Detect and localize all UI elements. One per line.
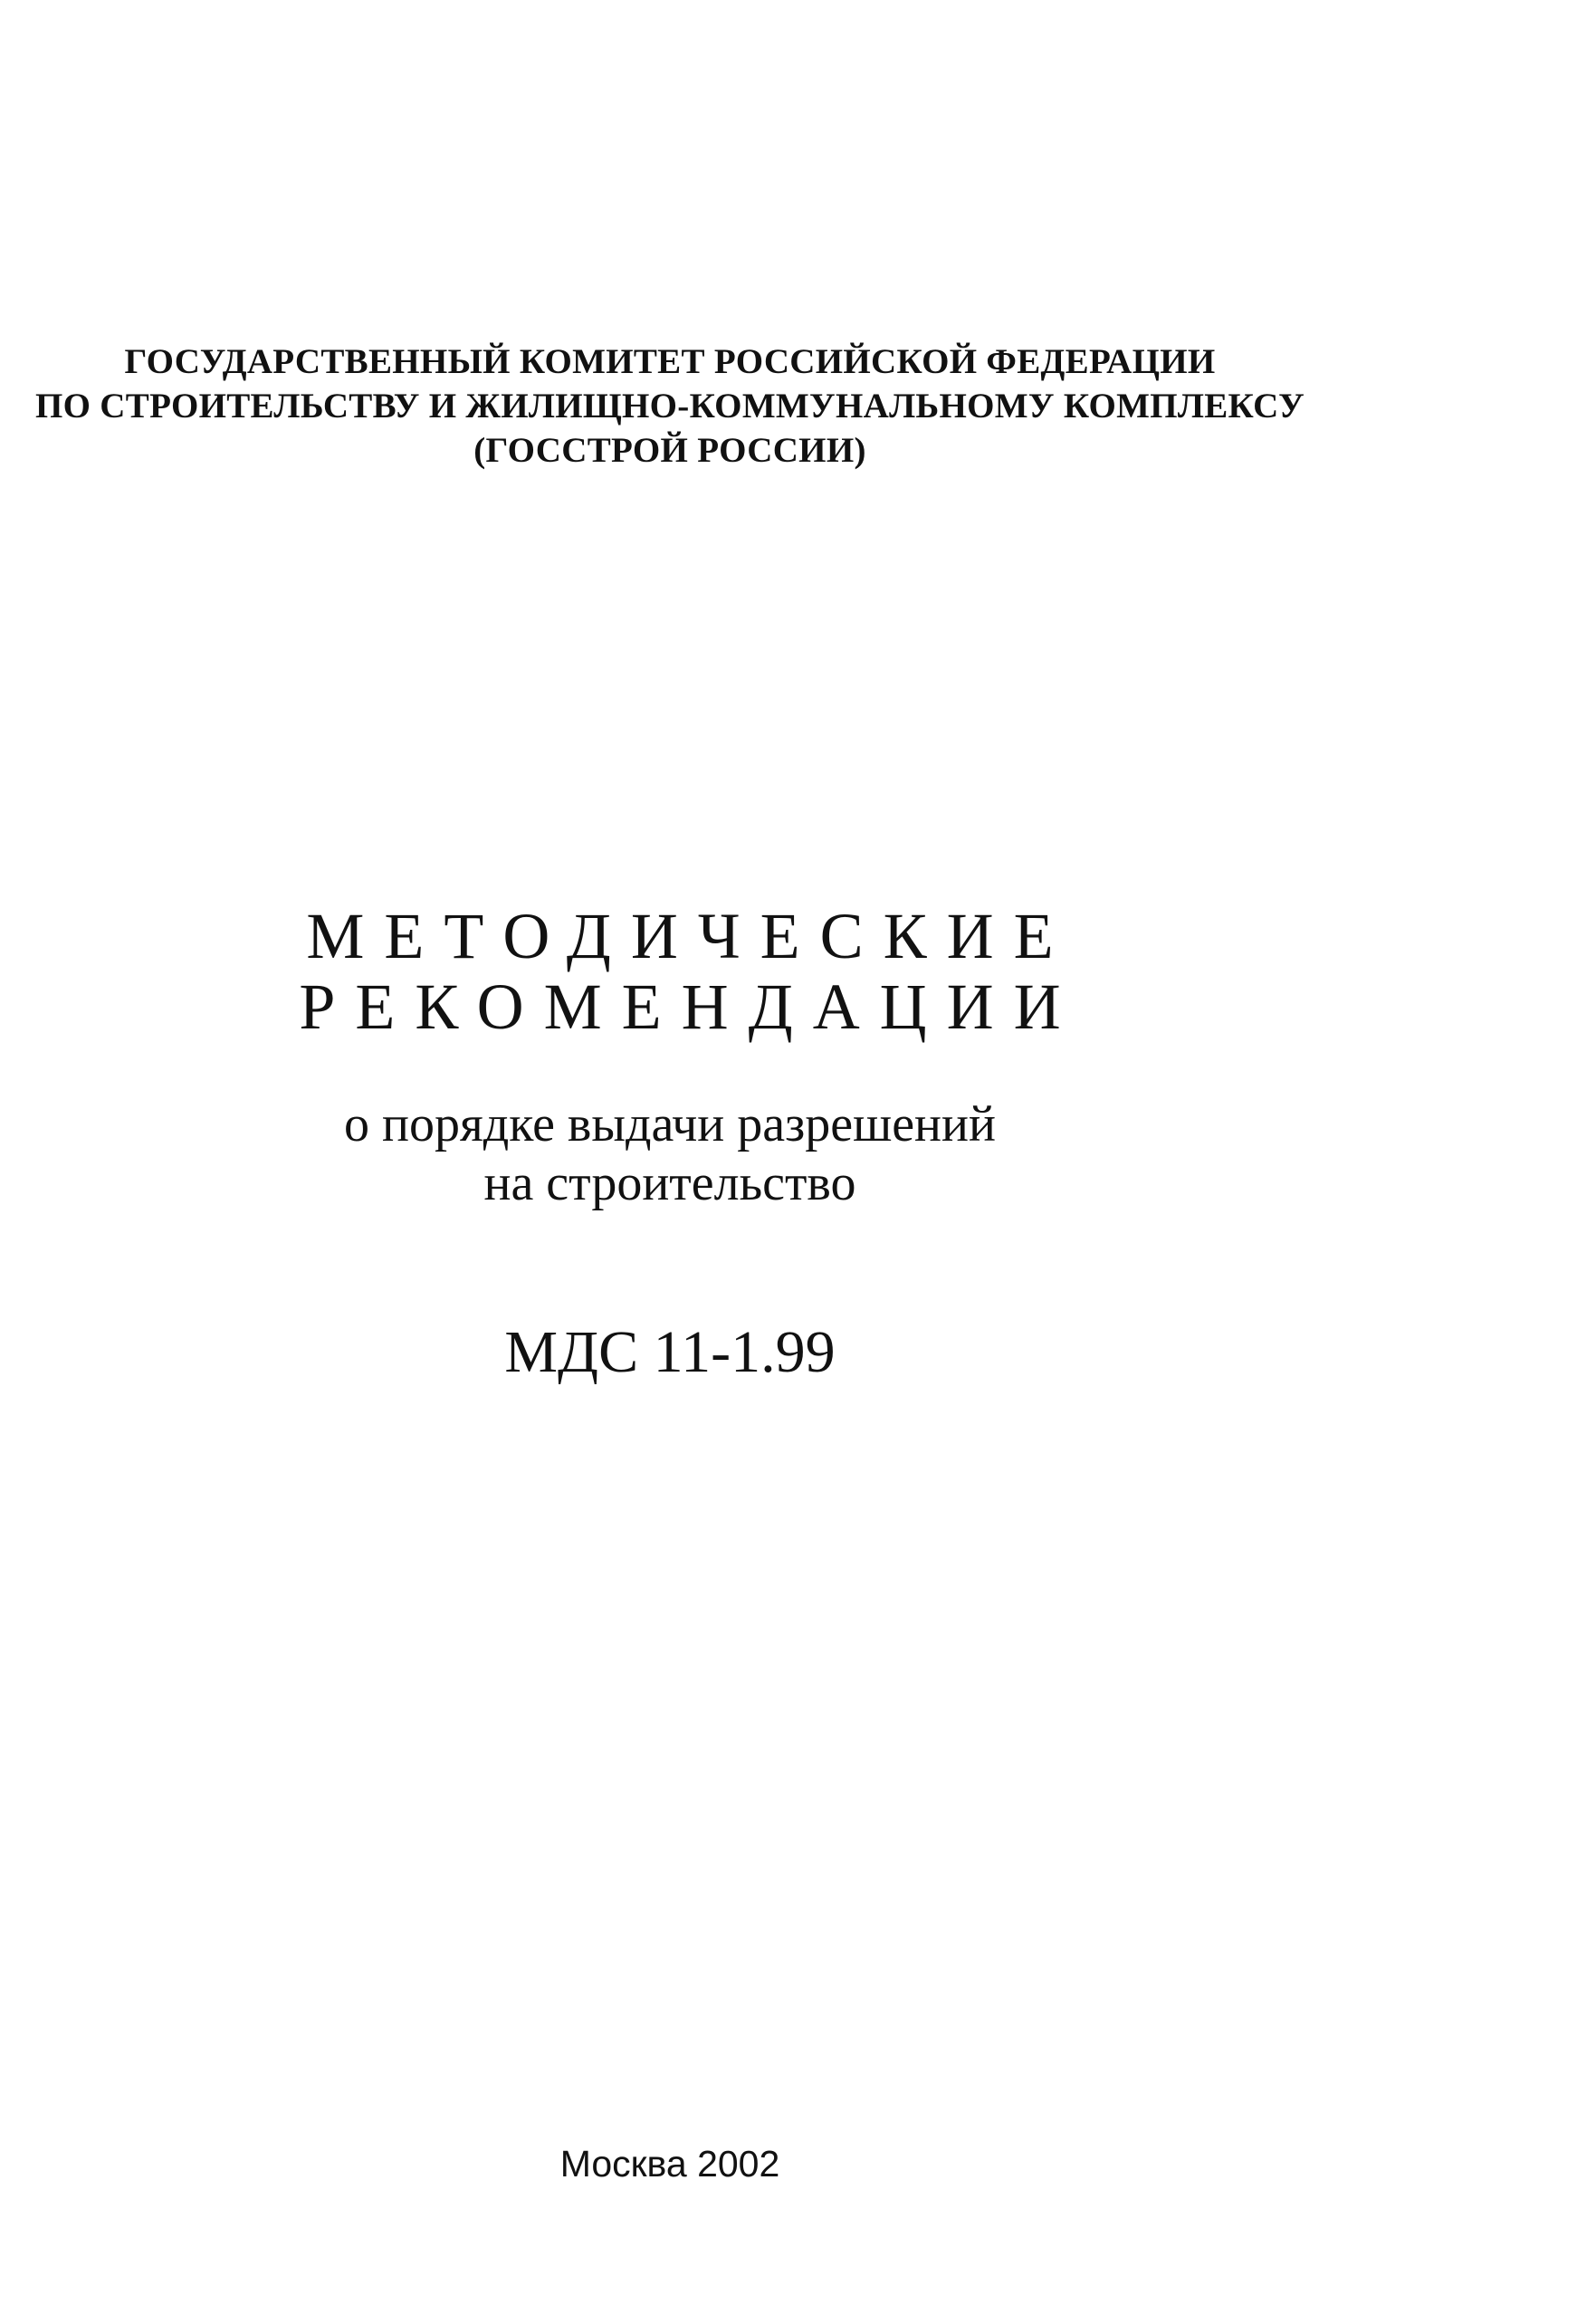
imprint-place-year: Москва 2002 xyxy=(559,2143,780,2185)
document-code: МДС 11-1.99 xyxy=(504,1319,836,1385)
document-subtitle-line-1: о порядке выдачи разрешений xyxy=(344,1096,996,1152)
organization-name-line-2: ПО СТРОИТЕЛЬСТВУ И ЖИЛИЩНО-КОММУНАЛЬНОМУ КОМПЛЕКСУ xyxy=(34,387,1305,426)
organization-name-line-1: ГОСУДАРСТВЕННЫЙ КОМИТЕТ РОССИЙСКОЙ ФЕДЕРАЦИИ xyxy=(124,342,1216,381)
document-title-line-1: МЕТОДИЧЕСКИЕ xyxy=(306,900,1074,972)
document-subtitle-line-2: на строительство xyxy=(483,1155,856,1211)
organization-short-name: (ГОССТРОЙ РОССИИ) xyxy=(473,431,866,470)
document-title-line-2: РЕКОМЕНДАЦИИ xyxy=(299,971,1081,1043)
